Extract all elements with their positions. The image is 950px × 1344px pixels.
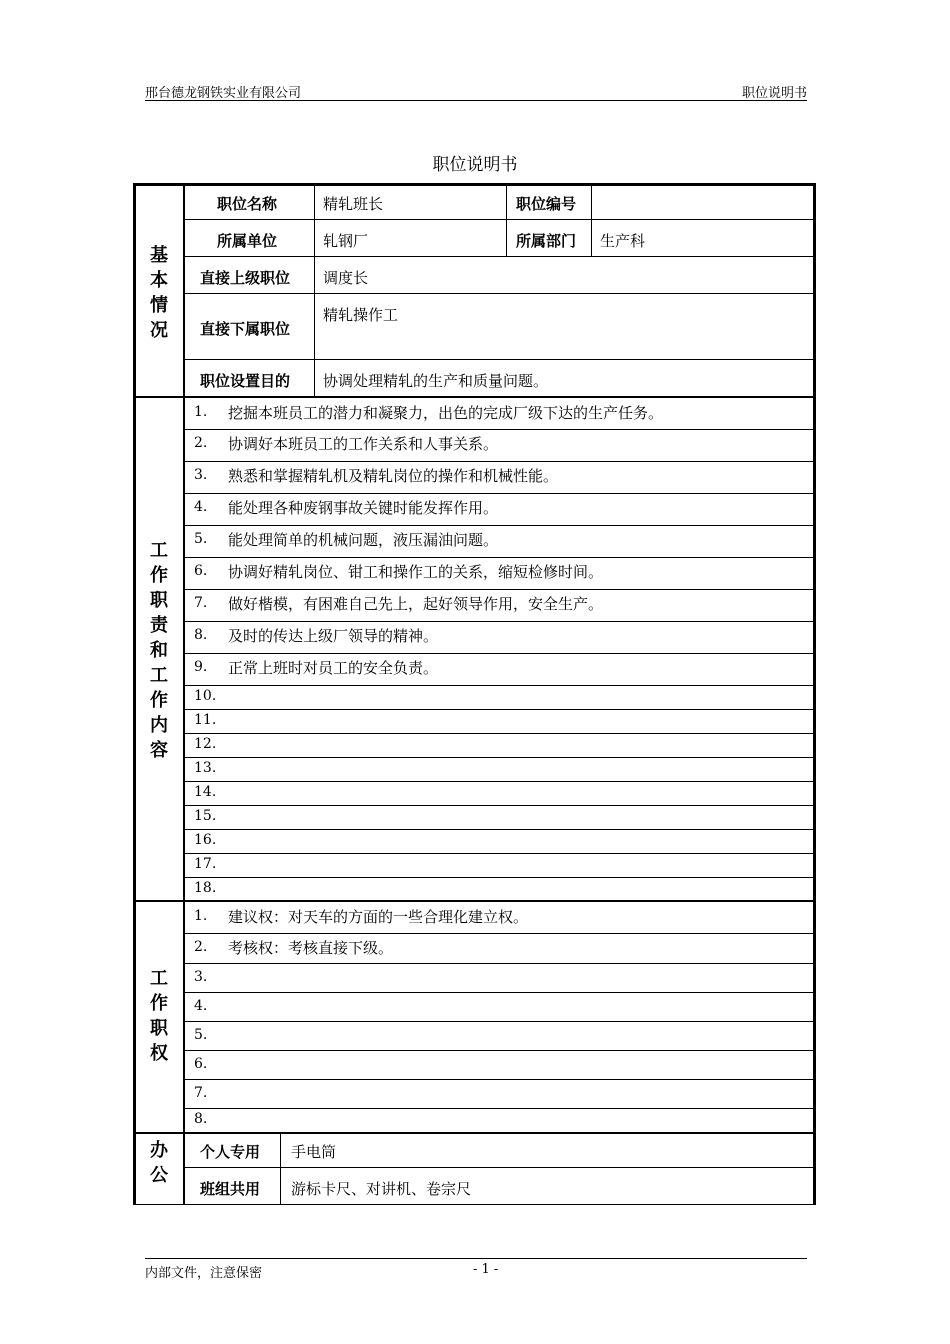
authority-item-row [185, 1108, 813, 1132]
duty-item-number: 6. [194, 563, 208, 579]
duty-item-number: 4. [194, 499, 208, 515]
duty-item-row [185, 653, 813, 685]
personal-value: 手电筒 [291, 1143, 337, 1161]
duty-item-number: 16. [194, 832, 217, 848]
authority-item-number: 4. [194, 998, 208, 1014]
personal-label: 个人专用 [200, 1143, 261, 1161]
duty-item-row [185, 757, 813, 781]
superior-value: 调度长 [323, 269, 369, 287]
authority-item-number: 1. [194, 908, 208, 924]
authority-item-row [185, 933, 813, 963]
section-duties-title: 工作职责和工作内容 [150, 540, 168, 761]
duty-item-number: 3. [194, 467, 208, 483]
authority-item-row [185, 1021, 813, 1050]
authority-item-number: 8. [194, 1111, 208, 1127]
duty-item-row [185, 829, 813, 853]
position-name-label: 职位名称 [217, 195, 278, 213]
authority-item-text: 建议权：对天车的方面的一些合理化建立权。 [228, 908, 529, 926]
superior-label: 直接上级职位 [200, 269, 291, 287]
duty-item-text: 能处理各种废钢事故关键时能发挥作用。 [228, 499, 499, 517]
duty-item-row [185, 557, 813, 589]
authority-item-text: 考核权：考核直接下级。 [228, 939, 394, 957]
duty-item-text: 能处理简单的机械问题，液压漏油问题。 [228, 531, 499, 549]
authority-item-number: 7. [194, 1085, 208, 1101]
duty-item-row [185, 525, 813, 557]
authority-item-number: 6. [194, 1056, 208, 1072]
duty-item-number: 7. [194, 595, 208, 611]
duty-item-row [185, 853, 813, 877]
authority-item-number: 3. [194, 969, 208, 985]
authority-item-row [185, 1050, 813, 1079]
subordinate-label: 直接下属职位 [200, 320, 291, 338]
duty-item-row [185, 429, 813, 461]
duty-item-text: 挖掘本班员工的潜力和凝聚力，出色的完成厂级下达的生产任务。 [228, 404, 664, 422]
duty-item-text: 做好楷模，有困难自己先上，起好领导作用，安全生产。 [228, 595, 604, 613]
duty-item-text: 正常上班时对员工的安全负责。 [228, 659, 439, 677]
purpose-value: 协调处理精轧的生产和质量问题。 [323, 372, 549, 390]
duty-item-row [185, 589, 813, 621]
duty-item-number: 10. [194, 688, 217, 704]
authority-item-number: 2. [194, 939, 208, 955]
doc-type: 职位说明书 [741, 86, 807, 101]
authority-item-number: 5. [194, 1027, 208, 1043]
duty-item-row [185, 685, 813, 709]
duty-item-number: 13. [194, 760, 217, 776]
dept-label: 所属部门 [516, 232, 577, 250]
position-name-value: 精轧班长 [323, 195, 384, 213]
page-footer [145, 1258, 807, 1279]
confidential-note: 内部文件，注意保密 [145, 1266, 263, 1281]
shared-value: 游标卡尺、对讲机、卷宗尺 [291, 1180, 472, 1198]
authority-item-row [185, 902, 813, 933]
authority-item-row [185, 1079, 813, 1108]
duty-item-number: 14. [194, 784, 217, 800]
page-header [145, 82, 807, 101]
duty-item-row [185, 733, 813, 757]
duty-item-text: 协调好本班员工的工作关系和人事关系。 [228, 435, 499, 453]
subordinate-value: 精轧操作工 [323, 306, 399, 324]
duty-item-number: 17. [194, 856, 217, 872]
duty-item-number: 12. [194, 736, 217, 752]
section-basic-title: 基本情况 [150, 245, 168, 341]
duty-item-row [185, 493, 813, 525]
duty-item-number: 8. [194, 627, 208, 643]
duty-item-row [185, 877, 813, 900]
section-office-title: 办公 [150, 1140, 168, 1186]
duty-item-row [185, 621, 813, 653]
purpose-label: 职位设置目的 [200, 372, 291, 390]
duty-item-number: 2. [194, 435, 208, 451]
section-authority-title: 工作职权 [150, 968, 168, 1064]
page-title: 职位说明书 [432, 155, 518, 175]
duty-item-row [185, 461, 813, 493]
unit-label: 所属单位 [217, 232, 278, 250]
page-number: - 1 - [473, 1262, 499, 1277]
duty-item-row [185, 781, 813, 805]
duty-item-number: 9. [194, 659, 208, 675]
shared-label: 班组共用 [200, 1180, 261, 1198]
duty-item-text: 及时的传达上级厂领导的精神。 [228, 627, 439, 645]
unit-value: 轧钢厂 [323, 232, 369, 250]
duty-item-number: 18. [194, 880, 217, 896]
position-code-label: 职位编号 [516, 195, 577, 213]
dept-value: 生产科 [600, 232, 646, 250]
duty-item-number: 15. [194, 808, 217, 824]
duty-item-text: 协调好精轧岗位、钳工和操作工的关系，缩短检修时间。 [228, 563, 604, 581]
duty-item-row [185, 709, 813, 733]
duty-item-number: 1. [194, 404, 208, 420]
company-name: 邢台德龙钢铁实业有限公司 [145, 86, 302, 101]
duty-item-number: 11. [194, 712, 217, 728]
duty-item-number: 5. [194, 531, 208, 547]
duty-item-text: 熟悉和掌握精轧机及精轧岗位的操作和机械性能。 [228, 467, 559, 485]
duty-item-row [185, 398, 813, 429]
authority-item-row [185, 963, 813, 992]
authority-item-row [185, 992, 813, 1021]
duty-item-row [185, 805, 813, 829]
